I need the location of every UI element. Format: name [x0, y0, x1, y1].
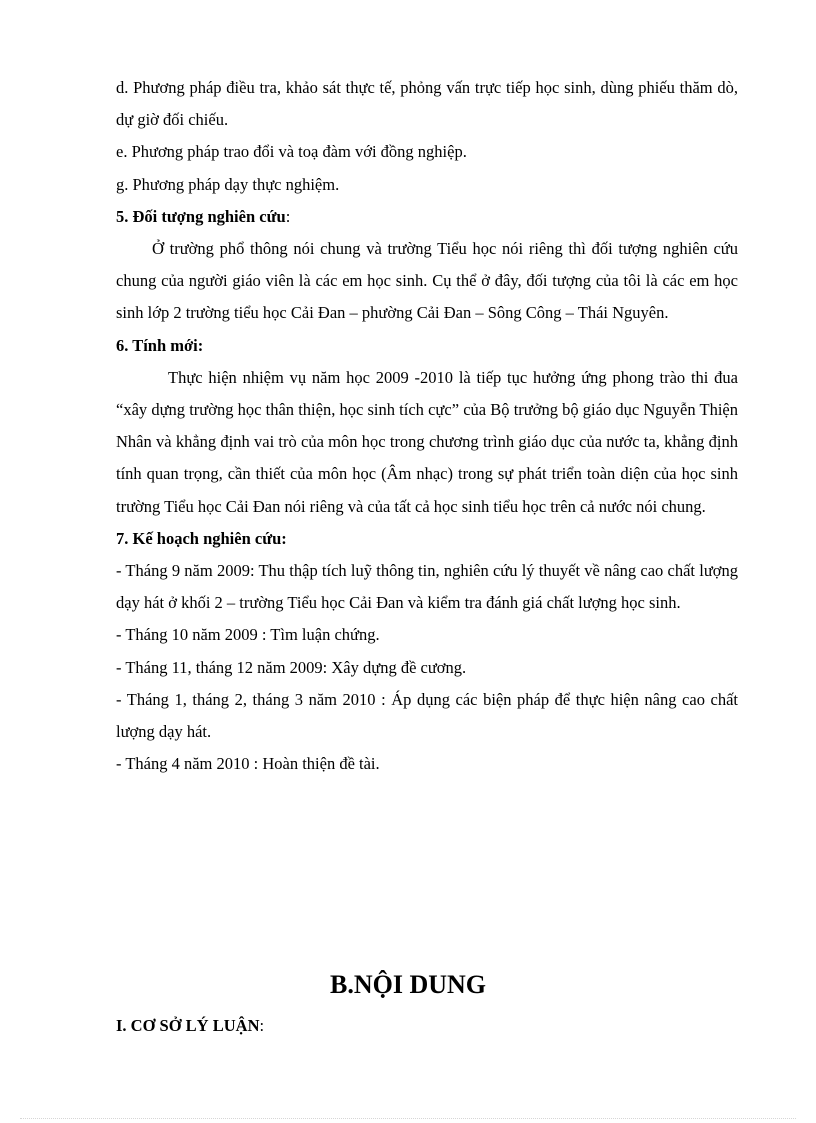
plan-item: - Tháng 1, tháng 2, tháng 3 năm 2010 : Áp dụng các biện pháp để thực hiện nâng cao chất lượng dạy hát. — [116, 689, 738, 742]
plan-item: - Tháng 9 năm 2009: Thu thập tích luỹ thông tin, nghiên cứu lý thuyết về nâng cao chất lượng dạy hát ở khối 2 – trường Tiểu học Cải Đan và kiểm tra đánh giá chất lượng học sinh. — [116, 561, 738, 613]
content-section-title: B.NỘI DUNG — [329, 970, 486, 999]
plan-item: - Tháng 4 năm 2010 : Hoàn thiện đề tài. — [116, 754, 380, 774]
research-subject-body: Ở trường phổ thông nói chung và trường Tiểu học nói riêng thì đối tượng nghiên cứu chung của người giáo viên là các em học sinh. Cụ thể ở đây, đối tượng của tôi là các em học sinh lớp 2 trường tiểu học Cải Đan – phường Cải Đan – Sông Công – Thái Nguyên. — [116, 239, 738, 323]
method-d: d. Phương pháp điều tra, khảo sát thực tế, phỏng vấn trực tiếp học sinh, dùng phiếu thăm dò, dự giờ đối chiếu. — [116, 78, 738, 130]
theory-subsection-colon: : — [259, 1016, 265, 1035]
page-bottom-divider — [20, 1118, 796, 1119]
theory-subsection-text: I. CƠ SỞ LÝ LUẬN — [116, 1016, 260, 1035]
document-page — [116, 72, 738, 780]
plan-item: - Tháng 10 năm 2009 : Tìm luận chứng. — [116, 625, 380, 645]
research-subject-heading — [116, 201, 738, 233]
plan-item: - Tháng 11, tháng 12 năm 2009: Xây dựng đề cương. — [116, 657, 467, 677]
method-g: g. Phương pháp dạy thực nghiệm. — [116, 174, 340, 194]
method-e: e. Phương pháp trao đổi và toạ đàm với đồng nghiệp. — [116, 142, 467, 162]
research-subject-heading-colon: : — [285, 206, 291, 226]
plan-heading: 7. Kế hoạch nghiên cứu: — [116, 528, 287, 548]
research-subject-heading-text: 5. Đối tượng nghiên cứu — [116, 206, 286, 226]
theory-subsection-title — [116, 1016, 264, 1036]
novelty-heading: 6. Tính mới: — [116, 335, 204, 355]
novelty-body: Thực hiện nhiệm vụ năm học 2009 -2010 là tiếp tục hưởng ứng phong trào thi đua “xây dựng trường học thân thiện, học sinh tích cực” của Bộ trưởng bộ giáo dục Nguyễn Thiện Nhân và khẳng định vai trò của môn học trong chương trình giáo dục của nước ta, khẳng định tính quan trọng, cần thiết của môn học (Âm nhạc) trong sự phát triển toàn diện của học sinh trường Tiểu học Cải Đan nói riêng và của tất cả học sinh tiểu học trên cả nước nói chung. — [116, 367, 738, 516]
